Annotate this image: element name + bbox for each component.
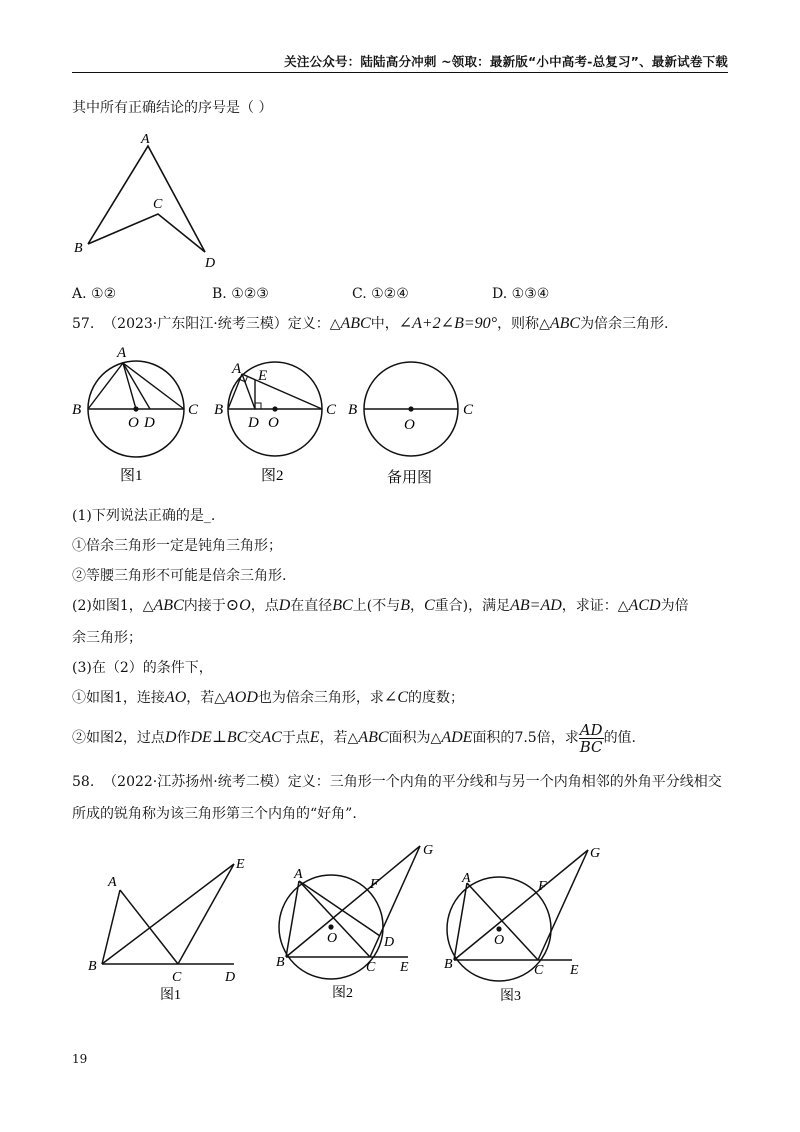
q57-figure-1: [68, 340, 218, 490]
svg-text:O: O: [404, 417, 415, 433]
svg-text:F: F: [538, 879, 547, 894]
q58-figure-1: [84, 848, 264, 1008]
q57-part1: (1)下列说法正确的是_.: [72, 508, 216, 524]
svg-text:A: A: [232, 361, 242, 377]
q56-label-b: B: [74, 241, 83, 256]
q58-figure-3: [438, 836, 618, 1011]
svg-text:O: O: [327, 931, 338, 946]
svg-text:B: B: [348, 402, 358, 418]
header-rule: [72, 72, 728, 73]
q58-text-line1: 58. （2022·江苏扬州·统考二模）定义：三角形一个内角的平分线和与另一个内角相邻的外角平分线相交: [72, 774, 722, 790]
q57-part2-cont: 余三角形；: [72, 630, 142, 646]
q58-fig3-caption: 图3: [500, 989, 521, 1004]
q58-fig2-caption: 图2: [332, 986, 353, 1001]
q57-fig2-caption: 图2: [261, 468, 284, 484]
svg-text:A: A: [462, 871, 471, 886]
q56-quadrilateral: [88, 146, 205, 252]
q57-part3-ii: ②如图2，过点D作DE⊥BC交AC于点E，若△ABC面积为△ADE面积的7.5倍，求 $\frac{AD}{BC}$ 的值.: [72, 720, 637, 756]
q57-intro: 57. （2023·广东阳江·统考三模）定义：△ABC中，∠A+2∠B=90°，则称△ABC为倍余三角形.: [72, 315, 669, 332]
q56-choice-d: D. ①③④: [492, 286, 550, 302]
svg-text:B: B: [88, 959, 97, 974]
svg-text:E: E: [400, 960, 409, 975]
svg-text:B: B: [276, 955, 285, 970]
svg-text:G: G: [423, 843, 434, 858]
q57-part1-i: ①倍余三角形一定是钝角三角形；: [72, 538, 282, 554]
q58-fig1-caption: 图1: [160, 988, 181, 1003]
q57-part2: (2)如图1，△ABC内接于⊙O，点D在直径BC上(不与B，C重合)，满足AB=AD，求证：△ACD为倍: [72, 597, 689, 614]
q57-fraction: $\frac{AD}{BC}$: [579, 720, 603, 756]
svg-text:B: B: [214, 402, 224, 418]
svg-text:O: O: [128, 415, 139, 431]
q58-figure-2: [268, 836, 443, 1011]
svg-text:G: G: [590, 846, 601, 861]
q56-choice-b: B. ①②③: [212, 286, 269, 302]
q57-figure-2: [215, 340, 365, 490]
svg-text:C: C: [366, 960, 376, 975]
svg-text:O: O: [494, 933, 505, 948]
svg-text:C: C: [172, 970, 182, 985]
svg-text:E: E: [570, 963, 579, 978]
svg-text:C: C: [534, 963, 544, 978]
q56-label-d: D: [205, 256, 216, 271]
svg-text:C: C: [463, 402, 474, 418]
q56-choice-a: A. ①②: [72, 286, 117, 302]
q57-part1-ii: ②等腰三角形不可能是倍余三角形.: [72, 568, 287, 584]
q57-part3-i: ①如图1，连接AO，若△AOD也为倍余三角形，求∠C的度数；: [72, 689, 464, 706]
svg-text:E: E: [258, 368, 268, 384]
q57-spare-caption: 备用图: [387, 470, 433, 486]
svg-text:C: C: [188, 402, 199, 418]
svg-text:D: D: [384, 935, 395, 950]
svg-text:B: B: [444, 957, 453, 972]
q57-figure-spare: [348, 340, 498, 490]
svg-text:D: D: [225, 970, 236, 985]
svg-text:A: A: [117, 345, 127, 361]
q58-text-line2: 所成的锐角称为该三角形第三个内角的“好角”.: [72, 806, 357, 822]
q56-stem: 其中所有正确结论的序号是（ ）: [72, 100, 273, 116]
svg-text:D: D: [248, 415, 259, 431]
svg-text:A: A: [294, 867, 303, 882]
page-header: 关注公众号：陆陆高分冲刺 ~领取：最新版“小中高考-总复习”、最新试卷下载: [284, 54, 728, 69]
q56-label-a: A: [141, 132, 150, 147]
page-number: 19: [72, 1052, 88, 1066]
svg-text:O: O: [268, 415, 279, 431]
svg-text:F: F: [370, 877, 379, 892]
q56-choice-c: C. ①②④: [352, 286, 409, 302]
q57-fig1-caption: 图1: [120, 468, 143, 484]
svg-text:D: D: [144, 415, 155, 431]
svg-text:E: E: [236, 857, 245, 872]
svg-text:C: C: [326, 402, 337, 418]
svg-text:B: B: [72, 402, 82, 418]
q57-part3: (3)在（2）的条件下，: [72, 660, 213, 676]
q56-label-c: C: [153, 197, 163, 212]
q56-figure: [60, 128, 230, 276]
svg-text:A: A: [108, 875, 117, 890]
